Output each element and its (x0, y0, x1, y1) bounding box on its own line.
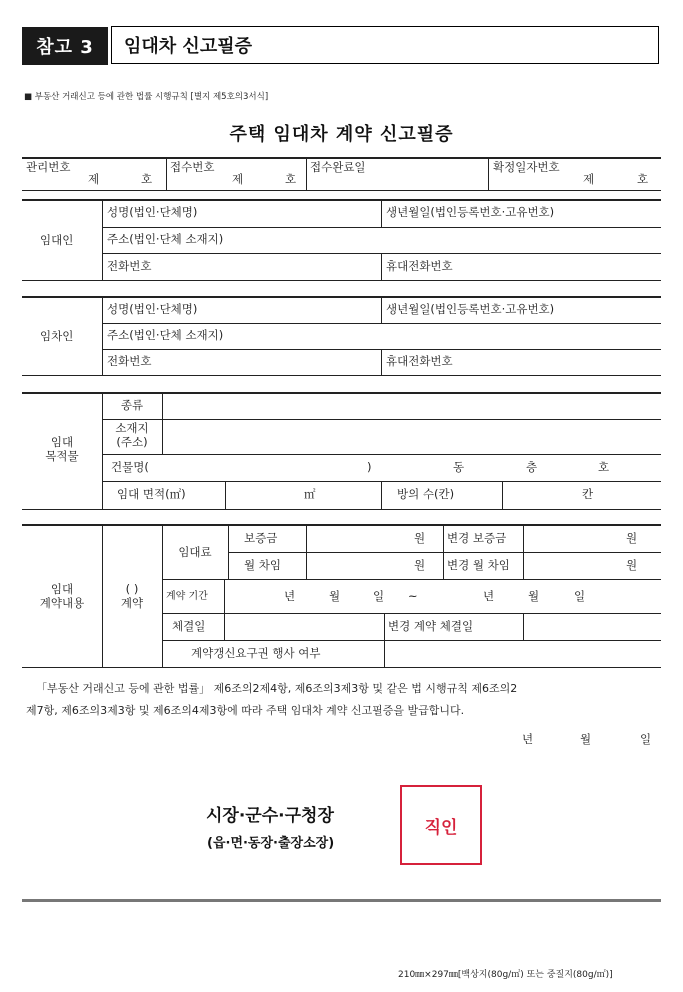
period-end-day: 일 (574, 589, 586, 603)
signed-change-label: 변경 계약 체결일 (388, 619, 474, 633)
fixed-date-ho: 호 (637, 172, 649, 186)
receipt-done-label: 접수완료일 (310, 160, 366, 174)
receipt-no-ho: 호 (285, 172, 297, 186)
signed-date-label: 체결일 (172, 619, 206, 633)
deposit-label: 보증금 (244, 531, 278, 545)
reference-tag: 참고 3 (22, 27, 108, 65)
property-label-1: 임대 (50, 435, 74, 449)
doc-title: 주택 임대차 계약 신고필증 (229, 124, 454, 145)
fixed-date-no-label: 확정일자번호 (493, 160, 560, 174)
mgmt-no-label: 관리번호 (26, 160, 71, 174)
lessor-mobile-label: 휴대전화번호 (386, 259, 453, 273)
date-day: 일 (640, 732, 652, 746)
monthly-rent-label: 월 차임 (244, 558, 281, 572)
lessee-mobile-label: 휴대전화번호 (386, 354, 453, 368)
deposit-change-won: 원 (626, 531, 638, 545)
contract-kind-2: 계약 (120, 596, 144, 610)
lessee-address-label: 주소(법인·단체 소재지) (107, 328, 224, 342)
property-type-label: 종류 (120, 398, 144, 412)
signer-title: 시장·군수·구청장 (206, 806, 334, 826)
signer-subtitle: (읍·면·동장·출장소장) (207, 836, 335, 851)
deposit-change-label: 변경 보증금 (447, 531, 507, 545)
fixed-date-je: 제 (583, 172, 595, 186)
lessee-label: 임차인 (40, 329, 74, 343)
rooms-unit: 칸 (582, 487, 594, 501)
official-seal-box: 직인 (400, 785, 482, 865)
statement-line-1: 「부동산 거래신고 등에 관한 법률」 제6조의2제4항, 제6조의3제3항 및 같은 법 시행규칙 제6조의2 (36, 682, 518, 695)
rent-label: 임대료 (178, 545, 212, 559)
header-title: 임대차 신고필증 (111, 26, 659, 64)
lessor-address-label: 주소(법인·단체 소재지) (107, 232, 224, 246)
lessor-phone-label: 전화번호 (107, 259, 152, 273)
lessee-name-label: 성명(법인·단체명) (107, 302, 198, 316)
mgmt-no-ho: 호 (141, 172, 153, 186)
period-start-day: 일 (373, 589, 385, 603)
statement-line-2: 제7항, 제6조의3제3항 및 제6조의4제3항에 따라 주택 임대차 계약 신고필증을 발급합니다. (26, 704, 465, 717)
date-year: 년 (522, 732, 534, 746)
contract-label-2: 계약내용 (39, 596, 85, 610)
period-label: 계약 기간 (166, 591, 208, 602)
building-name-close: ) (367, 460, 372, 474)
property-label-2: 목적물 (45, 449, 79, 463)
lessee-birth-label: 생년월일(법인등록번호·고유번호) (386, 302, 555, 316)
period-start-month: 월 (329, 589, 341, 603)
deposit-won: 원 (414, 531, 426, 545)
monthly-rent-won: 원 (414, 558, 426, 572)
building-name-label: 건물명( (111, 460, 149, 474)
property-location-label-1: 소재지 (115, 421, 149, 435)
period-start-year: 년 (284, 589, 296, 603)
monthly-change-label: 변경 월 차임 (447, 558, 510, 572)
area-unit: ㎡ (304, 487, 316, 501)
floor-label: 층 (526, 460, 538, 474)
contract-label-1: 임대 (50, 582, 74, 596)
receipt-no-je: 제 (232, 172, 244, 186)
period-end-month: 월 (528, 589, 540, 603)
paper-spec: 210㎜×297㎜[백상지(80g/㎡) 또는 중질지(80g/㎡)] (398, 970, 613, 980)
renewal-right-label: 계약갱신요구권 행사 여부 (191, 646, 321, 660)
date-month: 월 (580, 732, 592, 746)
period-tilde: ~ (408, 589, 418, 603)
property-location-label-2: (주소) (116, 435, 148, 449)
lessee-phone-label: 전화번호 (107, 354, 152, 368)
receipt-no-label: 접수번호 (170, 160, 215, 174)
contract-kind-1: ( ) (125, 582, 139, 596)
legal-basis: ■ 부동산 거래신고 등에 관한 법률 시행규칙 [별지 제5호의3서식] (24, 92, 269, 102)
period-end-year: 년 (483, 589, 495, 603)
lessor-label: 임대인 (40, 233, 74, 247)
bottom-divider (22, 899, 661, 902)
lessor-birth-label: 생년월일(법인등록번호·고유번호) (386, 205, 555, 219)
lessor-name-label: 성명(법인·단체명) (107, 205, 198, 219)
mgmt-no-je: 제 (88, 172, 100, 186)
ho-label: 호 (598, 460, 610, 474)
rooms-label: 방의 수(칸) (397, 487, 455, 501)
area-label: 임대 면적(㎡) (117, 487, 186, 501)
monthly-change-won: 원 (626, 558, 638, 572)
dong-label: 동 (453, 460, 465, 474)
